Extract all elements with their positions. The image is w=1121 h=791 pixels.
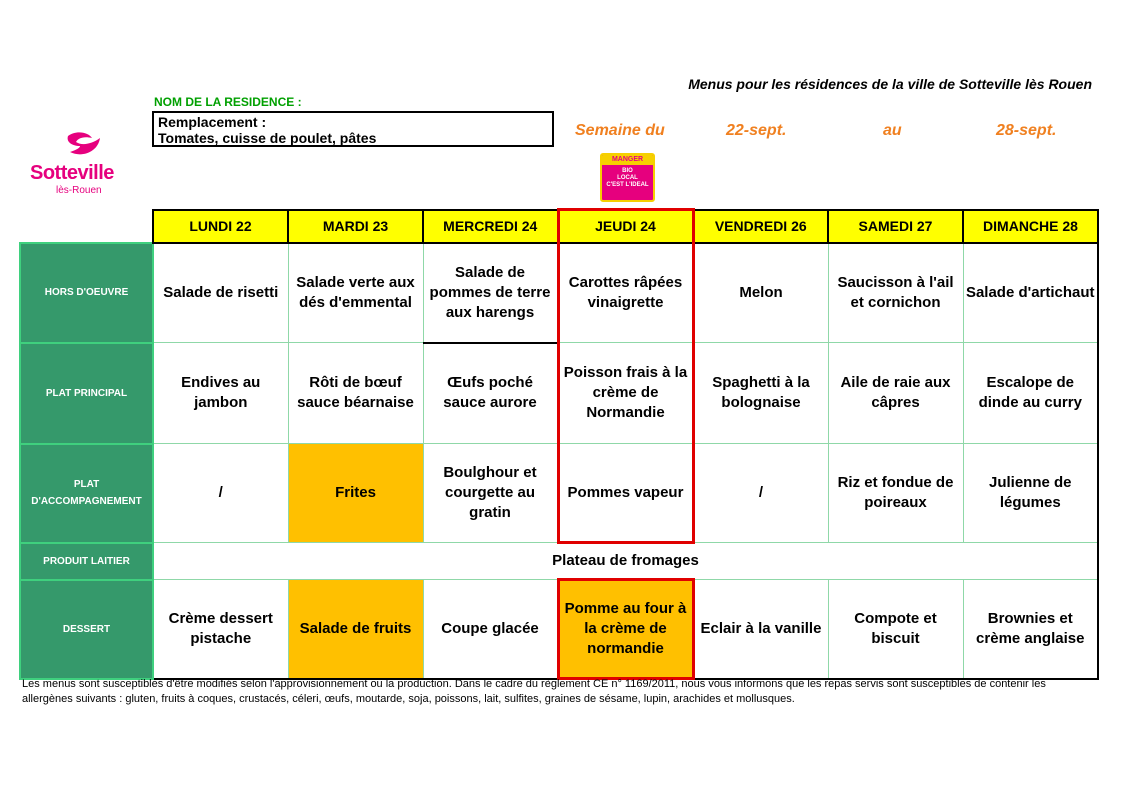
menu-cell: Poisson frais à la crème de Normandie — [558, 343, 693, 444]
menu-cell: Rôti de bœuf sauce béarnaise — [288, 343, 423, 444]
menu-cell: Aile de raie aux câpres — [828, 343, 963, 444]
menu-cell: Œufs poché sauce aurore — [423, 343, 558, 444]
logo-swoosh-icon — [62, 130, 106, 160]
row-header: PLAT D'ACCOMPAGNEMENT — [20, 444, 153, 543]
dairy-merged-cell: Plateau de fromages — [153, 543, 1098, 580]
week-prefix: Semaine du — [575, 122, 665, 139]
bio-local-badge — [600, 153, 655, 202]
sotteville-logo — [30, 130, 150, 200]
row-header: PLAT PRINCIPAL — [20, 343, 153, 444]
menu-table — [19, 208, 1099, 680]
menu-cell: Carottes râpées vinaigrette — [558, 243, 693, 343]
menu-cell: Frites — [288, 444, 423, 543]
menu-cell: Boulghour et courgette au gratin — [423, 444, 558, 543]
week-middle: au — [883, 122, 902, 139]
menu-cell: Escalope de dinde au curry — [963, 343, 1098, 444]
badge-line2: LOCAL — [617, 175, 638, 181]
day-header: MARDI 23 — [288, 210, 423, 243]
day-header: DIMANCHE 28 — [963, 210, 1098, 243]
menu-cell: Coupe glacée — [423, 580, 558, 679]
menu-cell: Brownies et crème anglaise — [963, 580, 1098, 679]
menu-cell: Compote et biscuit — [828, 580, 963, 679]
week-end: 28-sept. — [996, 122, 1057, 139]
menu-cell: Julienne de légumes — [963, 444, 1098, 543]
menu-cell: Pommes vapeur — [558, 444, 693, 543]
badge-line1: BIO — [622, 168, 633, 174]
allergen-footer: Les menus sont susceptibles d'être modifiés selon l'approvisionnement ou la production. Dans le cadre du règlement CE n° 1169/2011, nous vous informons que les repas servis sont susceptibles de contenir les allergènes suivants : gluten, fruits à coques, crustacés, céleri, œufs, moutarde, soja, poissons, lait, sulfites, graines de sésame, lupin, arachides et mollusques. — [22, 678, 1046, 705]
day-header: JEUDI 24 — [558, 210, 693, 243]
day-header: LUNDI 22 — [153, 210, 288, 243]
menu-cell: Salade de fruits — [288, 580, 423, 679]
menu-cell: Endives au jambon — [153, 343, 288, 444]
replacement-label: Remplacement : — [158, 114, 267, 130]
menu-cell: Pomme au four à la crème de normandie — [558, 580, 693, 679]
menu-cell: Salade d'artichaut — [963, 243, 1098, 343]
menu-cell: Crème dessert pistache — [153, 580, 288, 679]
corner-cell — [20, 210, 153, 243]
logo-name: Sotteville — [30, 162, 114, 184]
menu-cell: Salade de risetti — [153, 243, 288, 343]
menu-cell: Salade verte aux dés d'emmental — [288, 243, 423, 343]
menu-cell: Melon — [693, 243, 828, 343]
week-start: 22-sept. — [726, 122, 787, 139]
page-title: Menus pour les résidences de la ville de Sotteville lès Rouen — [688, 76, 1092, 92]
badge-top: MANGER — [602, 155, 653, 165]
logo-sub: lès-Rouen — [56, 185, 102, 196]
menu-cell: / — [153, 444, 288, 543]
residence-label: NOM DE LA RESIDENCE : — [154, 95, 302, 109]
replacement-value: Tomates, cuisse de poulet, pâtes — [158, 130, 377, 146]
day-header: VENDREDI 26 — [693, 210, 828, 243]
row-header: PRODUIT LAITIER — [20, 543, 153, 580]
row-header: HORS D'OEUVRE — [20, 243, 153, 343]
day-header: SAMEDI 27 — [828, 210, 963, 243]
menu-cell: Riz et fondue de poireaux — [828, 444, 963, 543]
badge-line3: C'EST L'IDEAL — [606, 182, 649, 188]
day-header: MERCREDI 24 — [423, 210, 558, 243]
menu-cell: Salade de pommes de terre aux harengs — [423, 243, 558, 343]
menu-cell: Saucisson à l'ail et cornichon — [828, 243, 963, 343]
menu-cell: Spaghetti à la bolognaise — [693, 343, 828, 444]
menu-cell: / — [693, 444, 828, 543]
replacement-box — [152, 111, 554, 147]
row-header: DESSERT — [20, 580, 153, 679]
menu-cell: Eclair à la vanille — [693, 580, 828, 679]
